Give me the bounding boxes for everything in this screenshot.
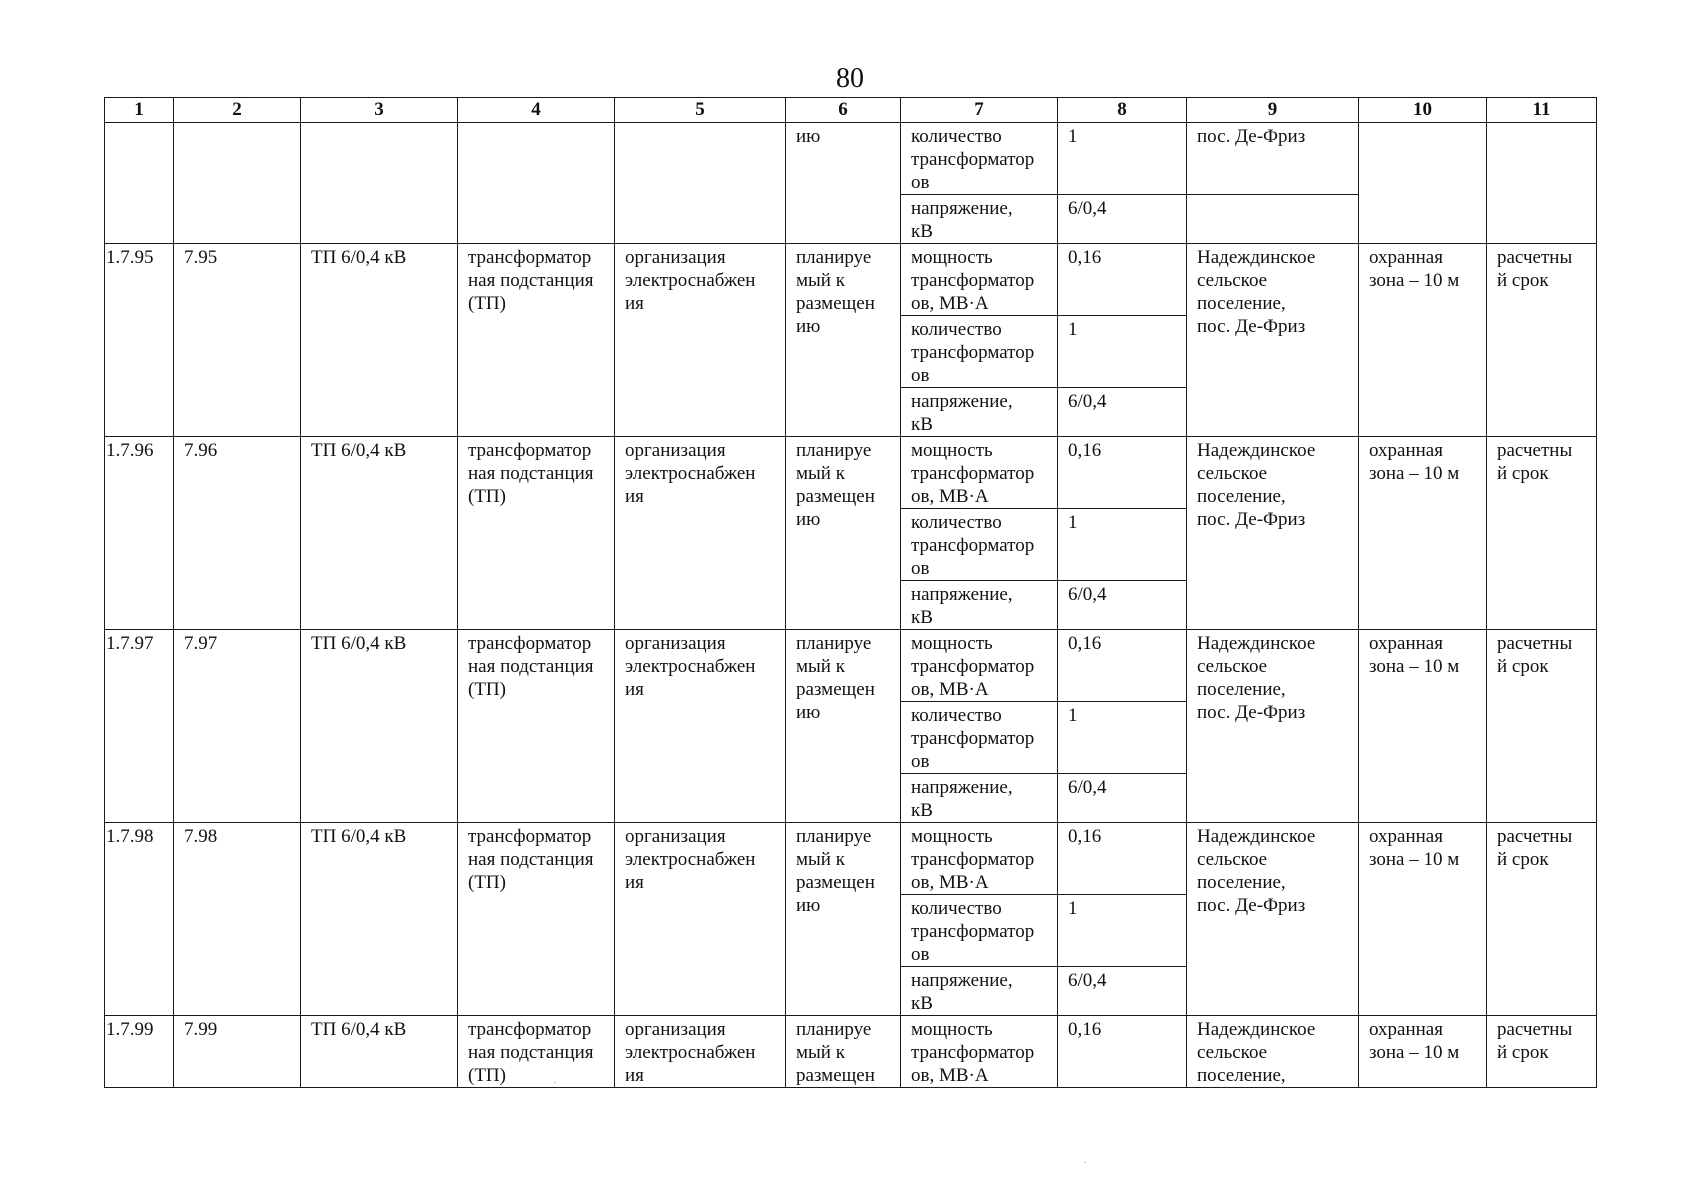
cell-zone (1359, 823, 1487, 1016)
objects-table (104, 97, 1597, 1088)
cell-number-text: 1.7.97 (106, 633, 154, 654)
cell-purpose (615, 630, 786, 823)
cell-number (105, 823, 174, 1016)
cell-parameter-value-text: 0,16 (1068, 1019, 1102, 1040)
cell-parameter-value-text: 0,16 (1068, 440, 1102, 461)
table-row (105, 823, 1597, 895)
cell-location (1187, 437, 1359, 630)
cell-zone (1359, 630, 1487, 823)
cell-parameter-value-text: 0,16 (1068, 247, 1102, 268)
cell-term-text (1487, 123, 1596, 125)
cell-status-text: ию (796, 126, 821, 147)
cell-object-type-text: трансформатор ная подстанция (ТП) (468, 633, 594, 700)
cell-parameter-name-text: мощность трансформатор ов, МВ·А (911, 633, 1035, 700)
cell-status-text: планируе мый к размещен ию (796, 440, 875, 530)
cell-location (1187, 195, 1359, 244)
cell-parameter-value-text: 6/0,4 (1068, 584, 1107, 605)
cell-object-name (301, 437, 458, 630)
table-row (105, 123, 1597, 195)
cell-object-name (301, 123, 458, 244)
table-row (105, 630, 1597, 702)
cell-parameter-value (1058, 388, 1187, 437)
cell-parameter-value (1058, 823, 1187, 895)
cell-number-text: 1.7.99 (106, 1019, 154, 1040)
cell-parameter-name-text: количество трансформатор ов (911, 126, 1035, 193)
column-number: 11 (1487, 98, 1597, 123)
cell-term-text: расчетны й срок (1497, 440, 1573, 484)
cell-parameter-name-text: мощность трансформатор ов, МВ·А (911, 440, 1035, 507)
table-row (105, 244, 1597, 316)
cell-object-name-text: ТП 6/0,4 кВ (311, 633, 407, 654)
cell-parameter-name (901, 1016, 1058, 1088)
cell-parameter-name (901, 895, 1058, 967)
column-number: 10 (1359, 98, 1487, 123)
cell-object-name-text: ТП 6/0,4 кВ (311, 826, 407, 847)
cell-parameter-name-text: напряжение, кВ (911, 198, 1013, 242)
cell-purpose (615, 823, 786, 1016)
cell-purpose (615, 437, 786, 630)
cell-object-type-text: трансформатор ная подстанция (ТП) (468, 1019, 594, 1086)
cell-parameter-value-text: 1 (1068, 512, 1078, 533)
cell-location-text: Надеждинское сельское поселение, пос. Де-Фриз (1197, 826, 1316, 916)
cell-parameter-value (1058, 195, 1187, 244)
column-number: 1 (105, 98, 174, 123)
column-number: 8 (1058, 98, 1187, 123)
cell-parameter-value-text: 0,16 (1068, 633, 1102, 654)
cell-location-text: Надеждинское сельское поселение, пос. Де-Фриз (1197, 247, 1316, 337)
cell-location-text: Надеждинское сельское поселение, пос. Де-Фриз (1197, 440, 1316, 530)
cell-object-type-text: трансформатор ная подстанция (ТП) (468, 247, 594, 314)
cell-parameter-name (901, 774, 1058, 823)
cell-parameter-name-text: напряжение, кВ (911, 970, 1013, 1014)
cell-parameter-value-text: 0,16 (1068, 826, 1102, 847)
cell-object-type (458, 630, 615, 823)
cell-parameter-name-text: количество трансформатор ов (911, 898, 1035, 965)
cell-term (1487, 244, 1597, 437)
cell-status-text: планируе мый к размещен ию (796, 247, 875, 337)
column-number: 2 (174, 98, 301, 123)
cell-parameter-name (901, 823, 1058, 895)
cell-parameter-name-text: количество трансформатор ов (911, 319, 1035, 386)
cell-object-name (301, 244, 458, 437)
cell-parameter-name-text: мощность трансформатор ов, МВ·А (911, 1019, 1035, 1086)
table-row (105, 1016, 1597, 1088)
cell-parameter-value-text: 6/0,4 (1068, 198, 1107, 219)
cell-term (1487, 823, 1597, 1016)
cell-number (105, 1016, 174, 1088)
cell-code (174, 437, 301, 630)
cell-status (786, 1016, 901, 1088)
cell-object-name (301, 823, 458, 1016)
cell-parameter-name (901, 388, 1058, 437)
cell-parameter-value (1058, 895, 1187, 967)
cell-parameter-name (901, 316, 1058, 388)
cell-object-type (458, 823, 615, 1016)
cell-location-text: Надеждинское сельское поселение, пос. Де-Фриз (1197, 633, 1316, 723)
cell-purpose (615, 123, 786, 244)
page-number: 80 (836, 63, 864, 94)
cell-code-text: 7.95 (184, 247, 218, 268)
cell-object-name-text: ТП 6/0,4 кВ (311, 247, 407, 268)
cell-parameter-name (901, 123, 1058, 195)
table-body (105, 123, 1597, 1088)
cell-number (105, 244, 174, 437)
cell-parameter-value-text: 6/0,4 (1068, 970, 1107, 991)
cell-status (786, 630, 901, 823)
cell-parameter-name-text: напряжение, кВ (911, 777, 1013, 821)
cell-zone (1359, 437, 1487, 630)
cell-code-text: 7.99 (184, 1019, 218, 1040)
cell-parameter-value (1058, 509, 1187, 581)
cell-object-type-text (458, 123, 614, 125)
cell-parameter-value-text: 1 (1068, 898, 1078, 919)
cell-number (105, 437, 174, 630)
cell-code-text (174, 123, 300, 125)
table-row (105, 437, 1597, 509)
cell-object-type-text: трансформатор ная подстанция (ТП) (468, 440, 594, 507)
cell-location (1187, 123, 1359, 195)
cell-term (1487, 1016, 1597, 1088)
cell-parameter-name-text: напряжение, кВ (911, 584, 1013, 628)
scan-speck (1084, 1162, 1086, 1163)
cell-zone (1359, 244, 1487, 437)
cell-object-type-text: трансформатор ная подстанция (ТП) (468, 826, 594, 893)
cell-code (174, 630, 301, 823)
cell-code-text: 7.96 (184, 440, 218, 461)
cell-object-name (301, 1016, 458, 1088)
cell-code (174, 244, 301, 437)
cell-status-text: планируе мый к размещен ию (796, 826, 875, 916)
cell-status (786, 823, 901, 1016)
scan-speck (554, 1082, 556, 1083)
cell-parameter-value (1058, 774, 1187, 823)
cell-parameter-name (901, 437, 1058, 509)
cell-code (174, 123, 301, 244)
cell-object-type (458, 1016, 615, 1088)
cell-location-text: Надеждинское сельское поселение, (1197, 1019, 1316, 1086)
cell-term-text: расчетны й срок (1497, 633, 1573, 677)
cell-zone (1359, 1016, 1487, 1088)
column-number-row (105, 98, 1597, 123)
cell-number-text (105, 123, 173, 125)
cell-purpose-text: организация электроснабжен ия (625, 633, 756, 700)
cell-parameter-value (1058, 630, 1187, 702)
cell-purpose-text (615, 123, 785, 125)
cell-parameter-value (1058, 1016, 1187, 1088)
column-number: 3 (301, 98, 458, 123)
cell-zone-text: охранная зона – 10 м (1369, 247, 1460, 291)
cell-zone-text: охранная зона – 10 м (1369, 440, 1460, 484)
cell-code (174, 1016, 301, 1088)
cell-term-text: расчетны й срок (1497, 1019, 1573, 1063)
cell-parameter-name (901, 195, 1058, 244)
cell-purpose-text: организация электроснабжен ия (625, 247, 756, 314)
cell-location-text (1187, 195, 1358, 197)
cell-object-name-text (301, 123, 457, 125)
column-number: 5 (615, 98, 786, 123)
cell-zone (1359, 123, 1487, 244)
cell-parameter-value (1058, 316, 1187, 388)
cell-parameter-name-text: количество трансформатор ов (911, 512, 1035, 579)
cell-purpose (615, 244, 786, 437)
cell-number-text: 1.7.98 (106, 826, 154, 847)
cell-parameter-value-text: 1 (1068, 126, 1078, 147)
cell-parameter-name (901, 244, 1058, 316)
cell-zone-text: охранная зона – 10 м (1369, 1019, 1460, 1063)
cell-code-text: 7.98 (184, 826, 218, 847)
cell-status (786, 437, 901, 630)
cell-object-name-text: ТП 6/0,4 кВ (311, 1019, 407, 1040)
cell-parameter-value-text: 1 (1068, 319, 1078, 340)
cell-term-text: расчетны й срок (1497, 247, 1573, 291)
cell-location-text: пос. Де-Фриз (1197, 126, 1306, 147)
cell-parameter-value-text: 1 (1068, 705, 1078, 726)
cell-code (174, 823, 301, 1016)
cell-parameter-value (1058, 123, 1187, 195)
column-number: 6 (786, 98, 901, 123)
cell-parameter-name (901, 630, 1058, 702)
cell-number (105, 123, 174, 244)
cell-status (786, 244, 901, 437)
cell-zone-text: охранная зона – 10 м (1369, 633, 1460, 677)
cell-location (1187, 1016, 1359, 1088)
cell-parameter-name-text: количество трансформатор ов (911, 705, 1035, 772)
cell-parameter-value-text: 6/0,4 (1068, 391, 1107, 412)
cell-number-text: 1.7.96 (106, 440, 154, 461)
cell-purpose (615, 1016, 786, 1088)
cell-parameter-name (901, 702, 1058, 774)
cell-parameter-value (1058, 437, 1187, 509)
cell-purpose-text: организация электроснабжен ия (625, 440, 756, 507)
cell-location (1187, 823, 1359, 1016)
cell-zone-text (1359, 123, 1486, 125)
cell-object-type (458, 437, 615, 630)
column-number: 9 (1187, 98, 1359, 123)
cell-parameter-name-text: мощность трансформатор ов, МВ·А (911, 826, 1035, 893)
cell-status (786, 123, 901, 244)
column-number: 7 (901, 98, 1058, 123)
cell-term (1487, 630, 1597, 823)
cell-parameter-name (901, 509, 1058, 581)
cell-parameter-value (1058, 244, 1187, 316)
cell-term (1487, 437, 1597, 630)
cell-location (1187, 630, 1359, 823)
cell-zone-text: охранная зона – 10 м (1369, 826, 1460, 870)
cell-parameter-value (1058, 967, 1187, 1016)
cell-number-text: 1.7.95 (106, 247, 154, 268)
column-number: 4 (458, 98, 615, 123)
cell-parameter-name (901, 967, 1058, 1016)
cell-location (1187, 244, 1359, 437)
cell-parameter-name-text: напряжение, кВ (911, 391, 1013, 435)
cell-term-text: расчетны й срок (1497, 826, 1573, 870)
cell-object-type (458, 123, 615, 244)
cell-parameter-value (1058, 581, 1187, 630)
cell-number (105, 630, 174, 823)
cell-status-text: планируе мый к размещен ию (796, 633, 875, 723)
cell-parameter-name (901, 581, 1058, 630)
cell-code-text: 7.97 (184, 633, 218, 654)
cell-object-name-text: ТП 6/0,4 кВ (311, 440, 407, 461)
cell-parameter-value (1058, 702, 1187, 774)
cell-status-text: планируе мый к размещен (796, 1019, 875, 1086)
cell-parameter-name-text: мощность трансформатор ов, МВ·А (911, 247, 1035, 314)
cell-purpose-text: организация электроснабжен ия (625, 1019, 756, 1086)
cell-object-name (301, 630, 458, 823)
cell-parameter-value-text: 6/0,4 (1068, 777, 1107, 798)
cell-object-type (458, 244, 615, 437)
cell-purpose-text: организация электроснабжен ия (625, 826, 756, 893)
cell-term (1487, 123, 1597, 244)
